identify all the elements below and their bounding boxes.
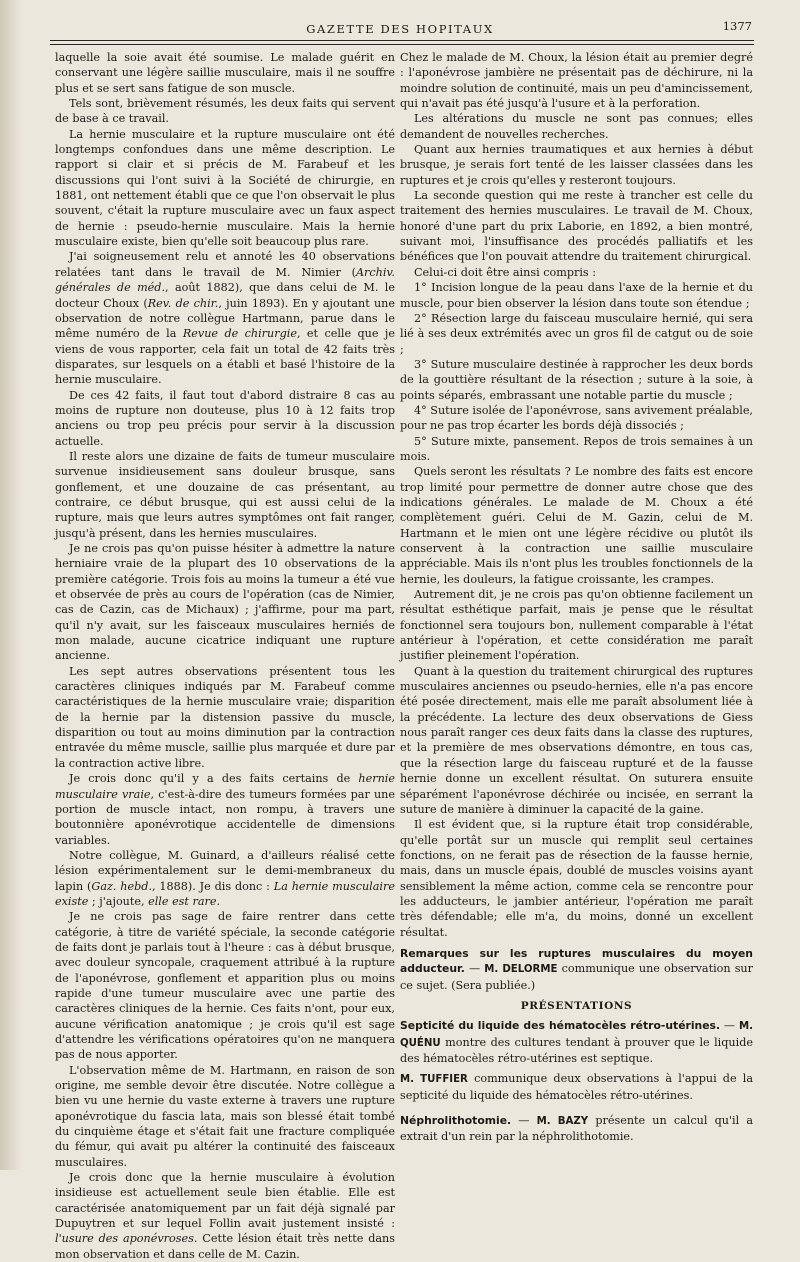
- paragraph: [55, 848, 395, 909]
- text-run: ; j'ajoute,: [88, 894, 149, 908]
- italic-citation: l'usure des aponévroses: [55, 1232, 194, 1246]
- paragraph: Les sept autres observations présentent tous les caractères cliniques indiqués par M. Farabeuf comme caractéristiques de la hernie musculaire vraie; disparition de la hernie par la distension passive du muscle, disparition ou tout au moins diminution par la contraction entravée du même muscle, saillie plus marquée et dure par la contraction active libre.: [55, 664, 395, 770]
- presentations-heading: PRÉSENTATIONS: [520, 999, 633, 1012]
- presentation-title: Néphrolithotomie.: [400, 1114, 512, 1128]
- text-run: J'ai soigneusement relu et annoté les 40 observations relatées tant dans le travail de M. Nimier (: [55, 250, 395, 279]
- italic-citation: La hernie musculaire existe: [55, 879, 395, 908]
- text-run: .: [216, 894, 221, 908]
- communication-delorme: Remarques sur les ruptures musculaires du moyen adducteur. — M. DELORME communique une observation sur ce sujet. (Sera publiée.): [400, 946, 753, 992]
- header-rule-thin: [50, 44, 754, 45]
- italic-citation: Rev. de chir.: [147, 296, 219, 310]
- paragraph: Quels seront les résultats ? Le nombre des faits est encore trop limité pour permettre de donner autre chose que des indications générales. Le malade de M. Choux a été complètement guéri. Celui de M. Gazin, celui de M. Hartmann et le mien ont une légère récidive ou plutôt ils conservent à la contraction une saillie musculaire appréciable. Mais ils n'ont plus les troubles fonctionnels de la hernie, les douleurs, la fatigue croissante, les crampes.: [400, 465, 753, 586]
- page-number: 1377: [722, 19, 752, 33]
- presentation-tuffier: [400, 1071, 753, 1103]
- paragraph: Je ne crois pas sage de faire rentrer dans cette catégorie, à titre de variété spéciale, la seconde catégorie de faits dont je parlais tout à l'heure : cas à début brusque, avec douleur syncopale, craquement attribué à la rupture de l'aponévrose, gonflement et apparition plus ou moins rapide d'une tumeur musculaire avec une partie des caractères cliniques de la hernie. Ces faits n'ont, pour eux, aucune vérification anatomique ; je crois qu'il est sage d'attendre les vérifications opératoires qu'on ne manquera pas de nous apporter.: [55, 910, 395, 1062]
- presentation-author: M. QUÉNU: [400, 1021, 753, 1049]
- presentation-text: présente un calcul qu'il a extrait d'un rein par la néphrolithotomie.: [400, 1114, 753, 1144]
- presentation-quenu: Septicité du liquide des hématocèles rétro-utérines. — M. QUÉNU montre des cultures tendant à prouver que le liquide des hématocèles rétro-utérines est septique.: [400, 1019, 753, 1065]
- text-run: , août 1882), que dans celui de M. le docteur Choux (: [55, 281, 395, 310]
- page-header: [0, 19, 800, 42]
- paragraph: [55, 249, 395, 387]
- paragraph: [55, 771, 395, 848]
- left-column: [55, 50, 395, 1262]
- presentation-text: communique deux observations à l'appui de la septicité du liquide des hématocèles rétro-utérines.: [400, 1072, 753, 1102]
- list-item: 3° Suture musculaire destinée à rapprocher les deux bords de la gouttière résultant de la résection ; suture à la soie, à points séparés, embrassant une notable partie du muscle ;: [400, 357, 753, 402]
- paragraph: Les altérations du muscle ne sont pas connues; elles demandent de nouvelles recherches.: [400, 112, 753, 141]
- text-run: Notre collègue, M. Guinard, a d'ailleurs réalisé cette lésion expérimentalement sur le demi-membraneux du lapin (: [55, 848, 395, 893]
- paragraph: [55, 1170, 395, 1262]
- list-item: 1° Incision longue de la peau dans l'axe de la hernie et du muscle, pour bien observer la lésion dans toute son étendue ;: [400, 281, 753, 310]
- paragraph: L'observation même de M. Hartmann, en raison de son origine, me semble devoir être discutée. Notre collègue a bien vu une hernie du vaste externe à travers une rupture aponévrotique du fascia lata, mais son blessé était tombé du cinquième étage et s'était fait une fracture compliquée du fémur, qui avait pu altérer la continuité des faisceaux musculaires.: [55, 1063, 395, 1169]
- communication-text: communique une observation sur ce sujet. (Sera publiée.): [400, 962, 753, 992]
- italic-citation: Gaz. hebd.: [91, 879, 153, 893]
- paragraph: Quant aux hernies traumatiques et aux hernies à début brusque, je serais fort tenté de les laisser classées dans les ruptures et je crois qu'elles y resteront toujours.: [400, 143, 753, 187]
- paragraph: laquelle la soie avait été soumise. Le malade guérit en conservant une légère saillie musculaire, mais il ne souffre plus et se sert sans fatigue de son muscle.: [55, 51, 395, 95]
- paragraph: La seconde question qui me reste à trancher est celle du traitement des hernies musculaires. Le travail de M. Choux, honoré d'une part du prix Laborie, en 1892, a bien montré, suivant moi, l'insuffisance des procédés palliatifs et les bénéfices que l'on pouvait attendre du traitement chirurgical.: [400, 189, 753, 264]
- header-rule-thick: [50, 40, 754, 41]
- presentation-text: montre des cultures tendant à prouver que le liquide des hématocèles rétro-utérines est septique.: [400, 1035, 753, 1065]
- italic-citation: elle est rare: [148, 894, 217, 908]
- text-run: . Cette lésion était très nette dans mon observation et dans celle de M. Cazin.: [55, 1232, 395, 1261]
- right-column: [400, 50, 753, 1145]
- text-run: , et celle que je viens de vous rapporter, cela fait un total de 42 faits très disparates, sur lesquels on a établi et basé l'histoire de la hernie musculaire.: [55, 327, 395, 387]
- paragraph: Tels sont, brièvement résumés, les deux faits qui servent de base à ce travail.: [55, 97, 395, 126]
- paragraph: Il reste alors une dizaine de faits de tumeur musculaire survenue insidieusement sans douleur brusque, sans gonflement, et une douzaine de cas présentant, au contraire, ce début brusque, qui est aussi celui de la rupture, mais que leurs autres symptômes ont fait ranger, jusqu'à présent, dans les hernies musculaires.: [55, 449, 395, 540]
- paragraph: La hernie musculaire et la rupture musculaire ont été longtemps confondues dans une même description. Le rapport si clair et si précis de M. Farabeuf et les discussions qui l'ont suivi à la Société de chirurgie, en 1881, ont nettement établi que ce que l'on observait le plus souvent, c'était la rupture musculaire avec un faux aspect de hernie : pseudo-hernie musculaire. Mais la hernie musculaire existe, bien qu'elle soit beaucoup plus rare.: [55, 127, 395, 249]
- list-item: 4° Suture isolée de l'aponévrose, sans avivement préalable, pour ne pas trop écarter les bords déjà dissociés ;: [400, 403, 753, 433]
- paragraph: Je ne crois pas qu'on puisse hésiter à admettre la nature herniaire vraie de la plupart des 10 observations de la première catégorie. Trois fois au moins la tumeur a été vue et observée de près au cours de l'opération (cas de Nimier, cas de Cazin, cas de Michaux) ; j'affirme, pour ma part, qu'il n'y avait, sur les faisceaux musculaires herniés de mon malade, aucune cicatrice indiquant une rupture ancienne.: [55, 542, 395, 663]
- page-edge-shadow: [0, 0, 22, 1170]
- italic-citation: Revue de chirurgie: [182, 327, 297, 341]
- presentation-bazy: Néphrolithotomie. — M. BAZY présente un calcul qu'il a extrait d'un rein par la néphrolithotomie.: [400, 1114, 753, 1144]
- communication-title: Remarques sur les ruptures musculaires du moyen adducteur.: [400, 946, 753, 976]
- presentation-author: M. TUFFIER: [400, 1074, 468, 1086]
- text-run: Je crois donc que la hernie musculaire à évolution insidieuse est actuellement seule bien établie. Elle est caractérisée anatomiquement par un fait déjà signalé par Dupuytren et sur lequel Follin avait justement insisté :: [55, 1171, 395, 1231]
- list-item: 2° Résection large du faisceau musculaire hernié, qui sera lié à ses deux extrémités avec un gros fil de catgut ou de soie ;: [400, 311, 753, 356]
- paragraph: Chez le malade de M. Choux, la lésion était au premier degré : l'aponévrose jambière ne présentait pas de déchirure, ni la moindre solution de continuité, mais un peu d'amincissement, qui n'avait pas été jusqu'à l'usure et à la perforation.: [400, 51, 753, 111]
- right-column-body: [400, 50, 753, 940]
- text-run: , c'est-à-dire des tumeurs formées par une portion de muscle intact, non rompu, à travers une boutonnière aponévrotique accidentelle de dimensions variables.: [55, 787, 395, 847]
- paragraph: Autrement dit, je ne crois pas qu'on obtienne facilement un résultat esthétique parfait, mais je pense que le résultat fonctionnel sera toujours bon, nullement comparable à l'état antérieur à l'opération, et cette considération me paraît justifier pleinement l'opération.: [400, 588, 753, 663]
- list-item: 5° Suture mixte, pansement. Repos de trois semaines à un mois.: [400, 434, 753, 463]
- italic-citation: hernie musculaire vraie: [55, 772, 395, 801]
- communication-author: M. DELORME: [484, 964, 558, 976]
- paragraph: Celui-ci doit être ainsi compris :: [414, 265, 596, 279]
- paragraph: Quant à la question du traitement chirurgical des ruptures musculaires anciennes ou pseudo-hernies, elle n'a pas encore été posée directement, mais elle me paraît absolument liée à la précédente. La lecture des deux observations de Giess nous paraît ranger ces deux faits dans la classe des ruptures, et la première de mes observations démontre, en tous cas, que la résection large du faisceau rupturé et de la fausse hernie donne un excellent résultat. On suturera ensuite séparément l'aponévrose déchirée ou incisée, en serrant la suture de manière à diminuer la capacité de la gaine.: [400, 664, 753, 816]
- paragraph: Il est évident que, si la rupture était trop considérable, qu'elle portât sur un muscle qui remplit seul certaines fonctions, on ne ferait pas de résection de la fausse hernie, mais, dans un muscle épais, doublé de muscles voisins ayant sensiblement la même action, comme cela se rencontre pour les adducteurs, le jambier antérieur, l'opération me paraît très défendable; elle m'a, du moins, donné un excellent résultat.: [400, 818, 753, 939]
- text-run: , 1888). Je dis donc :: [152, 879, 274, 893]
- presentation-title: Septicité du liquide des hématocèles rétro-utérines.: [400, 1019, 721, 1033]
- italic-citation: Archiv. générales de méd.: [55, 265, 395, 295]
- running-title: GAZETTE DES HOPITAUX: [306, 22, 494, 36]
- text-run: Je crois donc qu'il y a des faits certains de: [69, 772, 359, 786]
- text-run: , juin 1893). En y ajoutant une observation de notre collègue Hartmann, parue dans le même numéro de la: [55, 296, 395, 341]
- paragraph: De ces 42 faits, il faut tout d'abord distraire 8 cas au moins de rupture non douteuse, plus 10 à 12 faits trop anciens ou trop peu précis pour servir à la discussion actuelle.: [55, 388, 395, 448]
- presentation-author: M. BAZY: [536, 1116, 589, 1128]
